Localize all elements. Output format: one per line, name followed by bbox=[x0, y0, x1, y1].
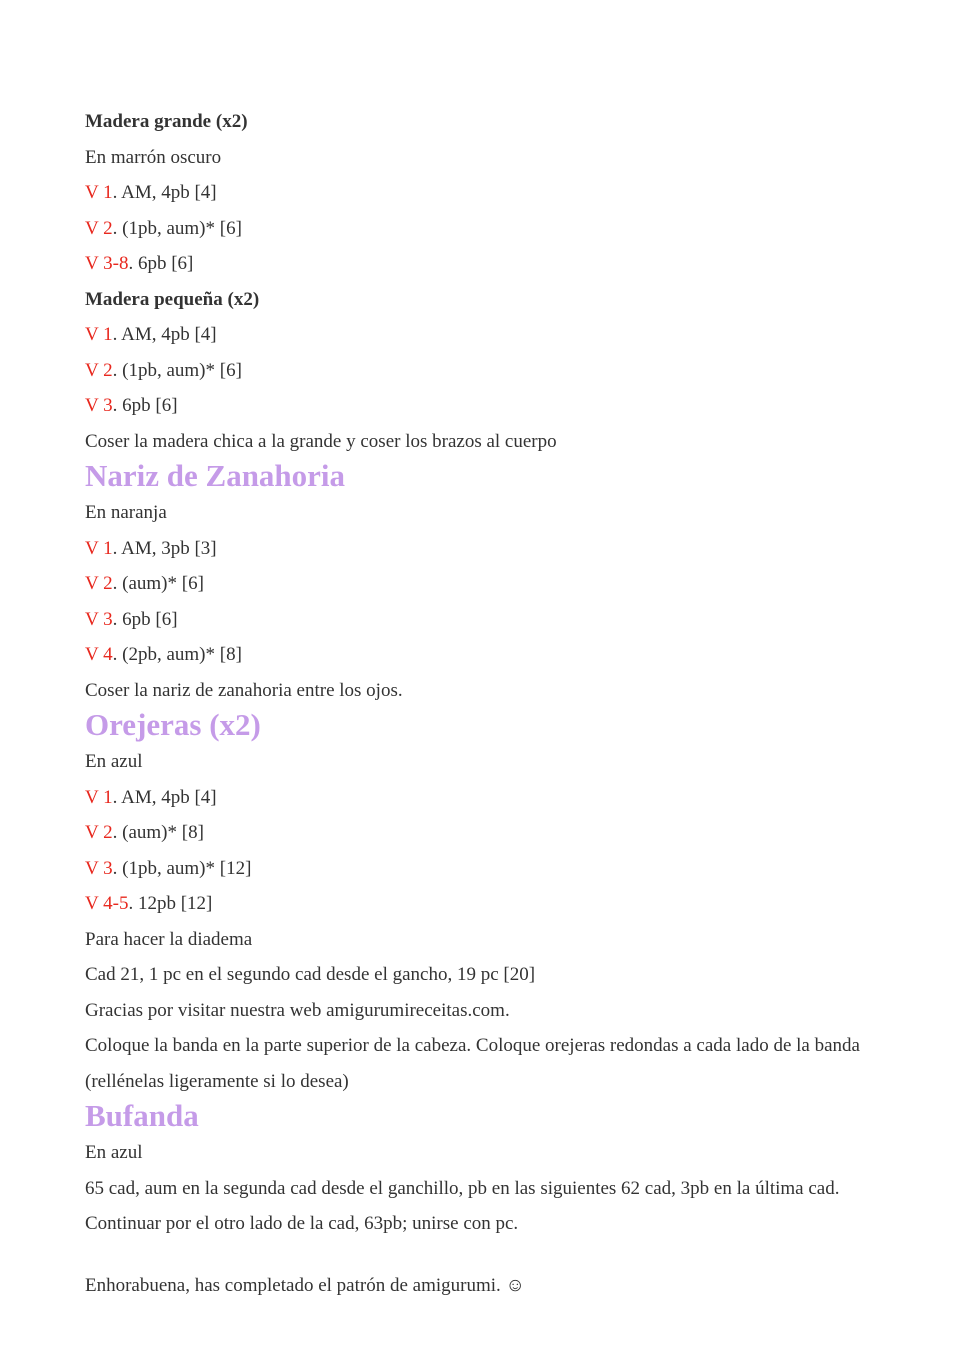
round-instruction bbox=[85, 246, 901, 282]
round-label: V 1 bbox=[85, 786, 113, 808]
round-label: V 3-8 bbox=[85, 253, 129, 274]
paragraph: En azul bbox=[85, 1142, 143, 1163]
round-text: . 6pb [6] bbox=[112, 395, 178, 416]
round-text: . (1pb, aum)* [6] bbox=[112, 217, 242, 239]
paragraph: En naranja bbox=[85, 502, 167, 523]
round-text: . (aum)* [8] bbox=[112, 822, 204, 843]
part-title: Madera pequeña (x2) bbox=[85, 288, 260, 310]
round-label: V 2 bbox=[85, 822, 113, 843]
round-instruction bbox=[85, 780, 901, 816]
paragraph: 65 cad, aum en la segunda cad desde el ganchillo, pb en las siguientes 62 cad, 3pb en la última cad. Continuar por el otro lado de la cad, 63pb; unirse con pc. bbox=[85, 1177, 840, 1234]
round-label: V 1 bbox=[85, 324, 113, 345]
round-instruction bbox=[85, 531, 901, 567]
round-instruction bbox=[85, 815, 901, 851]
pattern-content bbox=[85, 104, 901, 1303]
round-text: . (2pb, aum)* [8] bbox=[112, 644, 242, 665]
round-instruction bbox=[85, 211, 901, 247]
round-text: . 12pb [12] bbox=[128, 893, 213, 914]
round-label: V 1 bbox=[85, 537, 113, 559]
round-text: . 6pb [6] bbox=[128, 253, 194, 274]
round-text: . (1pb, aum)* [6] bbox=[112, 359, 242, 381]
paragraph: Coser la nariz de zanahoria entre los ojos. bbox=[85, 679, 403, 701]
round-label: V 2 bbox=[85, 573, 113, 594]
paragraph: Coser la madera chica a la grande y coser los brazos al cuerpo bbox=[85, 430, 557, 452]
round-instruction bbox=[85, 353, 901, 389]
round-label: V 3 bbox=[85, 857, 113, 879]
section-heading: Bufanda bbox=[85, 1098, 199, 1133]
round-text: . (1pb, aum)* [12] bbox=[112, 857, 252, 879]
round-label: V 2 bbox=[85, 217, 113, 239]
round-instruction bbox=[85, 566, 901, 602]
round-text: . AM, 4pb [4] bbox=[112, 786, 217, 808]
round-label: V 1 bbox=[85, 182, 113, 203]
paragraph: Para hacer la diadema bbox=[85, 928, 253, 950]
round-text: . AM, 3pb [3] bbox=[112, 537, 217, 559]
round-label: V 3 bbox=[85, 395, 113, 416]
round-label: V 2 bbox=[85, 359, 113, 381]
round-text: . 6pb [6] bbox=[112, 608, 178, 630]
round-instruction bbox=[85, 637, 901, 673]
paragraph: En azul bbox=[85, 751, 143, 772]
paragraph: Enhorabuena, has completado el patrón de amigurumi. ☺ bbox=[85, 1274, 525, 1296]
round-instruction bbox=[85, 317, 901, 353]
round-instruction bbox=[85, 175, 901, 211]
round-instruction bbox=[85, 851, 901, 887]
paragraph: Cad 21, 1 pc en el segundo cad desde el gancho, 19 pc [20] bbox=[85, 964, 536, 985]
round-label: V 3 bbox=[85, 608, 113, 630]
section-heading: Nariz de Zanahoria bbox=[85, 458, 346, 493]
part-title: Madera grande (x2) bbox=[85, 111, 248, 132]
round-text: . AM, 4pb [4] bbox=[112, 182, 217, 203]
paragraph: En marrón oscuro bbox=[85, 146, 222, 168]
paragraph: Coloque la banda en la parte superior de la cabeza. Coloque orejeras redondas a cada lado de la banda (rellénelas ligeramente si lo desea) bbox=[85, 1035, 860, 1092]
round-text: . AM, 4pb [4] bbox=[112, 324, 217, 345]
section-heading: Orejeras (x2) bbox=[85, 707, 261, 742]
round-label: V 4 bbox=[85, 644, 113, 665]
round-instruction bbox=[85, 388, 901, 424]
round-text: . (aum)* [6] bbox=[112, 573, 204, 594]
paragraph: Gracias por visitar nuestra web amigurumireceitas.com. bbox=[85, 999, 510, 1021]
paragraph-spacer bbox=[85, 1242, 901, 1268]
round-label: V 4-5 bbox=[85, 893, 129, 914]
round-instruction bbox=[85, 886, 901, 922]
round-instruction bbox=[85, 602, 901, 638]
